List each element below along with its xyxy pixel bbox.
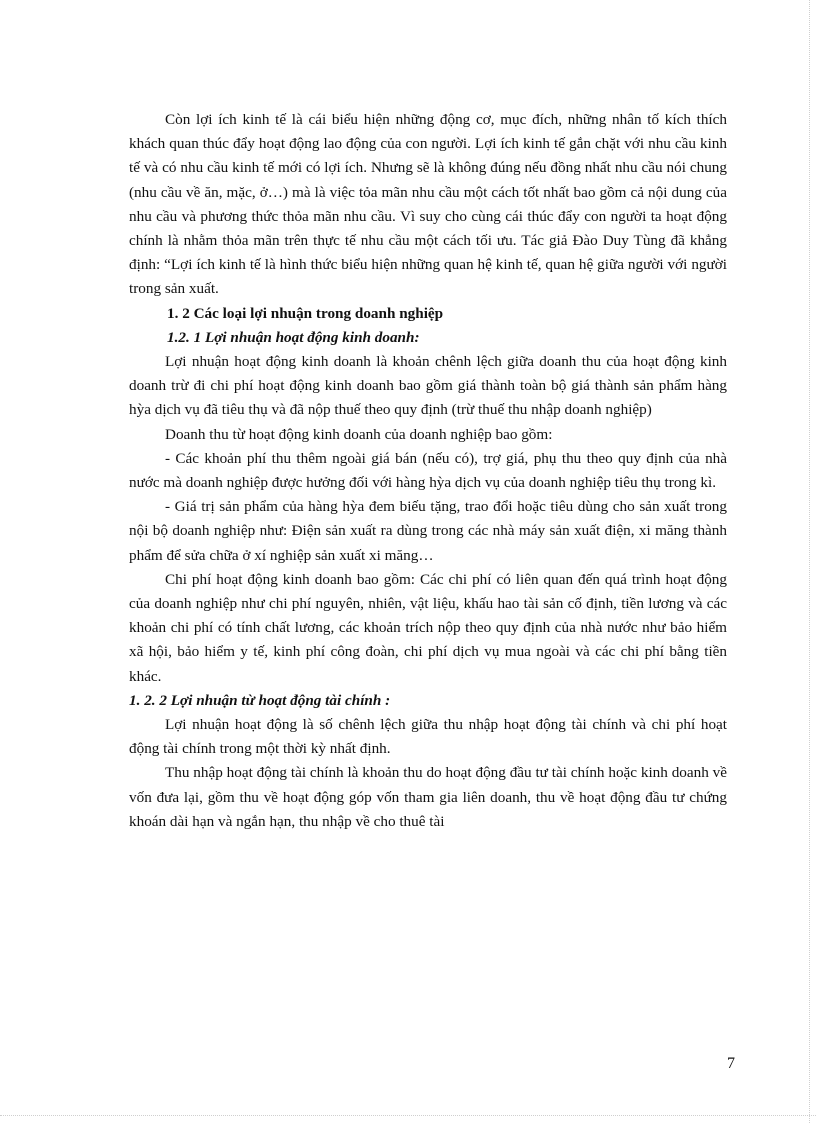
paragraph: Chi phí hoạt động kinh doanh bao gồm: Các chi phí có liên quan đến quá trình hoạt động của doanh nghiệp như chi phí nguyên, nhiên, vật liệu, khấu hao tài sản cố định, tiền lương và các khoản chi phí có tính chất lương, các khoản trích nộp theo quy định của nhà nước như bảo hiểm xã hội, bảo hiểm y tế, kinh phí công đoàn, chi phí dịch vụ mua ngoài và các chi phí bằng tiền khác. [129,570,727,685]
paragraph: Lợi nhuận hoạt động là số chênh lệch giữa thu nhập hoạt động tài chính và chi phí hoạt động tài chính trong một thời kỳ nhất định. [129,716,727,758]
list-item: - Các khoản phí thu thêm ngoài giá bán (nếu có), trợ giá, phụ thu theo quy định của nhà nước mà doanh nghiệp được hưởng đối với hàng hỳa dịch vụ của doanh nghiệp tiêu thụ trong kì. [129,449,727,492]
page-number: 7 [727,1055,735,1072]
heading-section-1-2-1: 1.2. 1 Lợi nhuận hoạt động kinh doanh: [167,328,420,346]
paragraph: Lợi nhuận hoạt động kinh doanh là khoản chênh lệch giữa doanh thu của hoạt động kinh doanh trừ đi chi phí hoạt động kinh doanh bao gồm giá thành toàn bộ giá thành sản phẩm hàng hỳa dịch vụ đã tiêu thụ và đã nộp thuế theo quy định (trừ thuế thu nhập doanh nghiệp) [129,353,727,419]
page-edge-bottom [0,1115,816,1116]
paragraph: Còn lợi ích kinh tế là cái biểu hiện những động cơ, mục đích, những nhân tố kích thích khách quan thúc đẩy hoạt động lao động của con người. Lợi ích kinh tế gắn chặt với nhu cầu kinh tế và có nhu cầu kinh tế mới có lợi ích. Nhưng sẽ là không đúng nếu đồng nhất nhu cầu nói chung (nhu cầu về ăn, mặc, ở…) mà là việc tỏa mãn nhu cầu một cách tốt nhất bao gồm cả nội dung của nhu cầu và phương thức thỏa mãn nhu cầu. Vì suy cho cùng cái thúc đẩy con người ta hoạt động chính là nhằm thỏa mãn trên thực tế nhu cầu một cách tối ưu. Tác giả Đào Duy Tùng đã khẳng định: “Lợi ích kinh tế là hình thức biểu hiện những quan hệ kinh tế, quan hệ giữa người với người trong sản xuất. [129,111,727,298]
paragraph: Doanh thu từ hoạt động kinh doanh của doanh nghiệp bao gồm: [165,425,553,443]
page-content [129,108,727,834]
page-edge-right [809,0,810,1123]
heading-section-1-2-2: 1. 2. 2 Lợi nhuận từ hoạt động tài chính : [129,691,391,709]
heading-section-1-2: 1. 2 Các loại lợi nhuận trong doanh nghiệp [167,304,444,322]
paragraph: Thu nhập hoạt động tài chính là khoản thu do hoạt động đầu tư tài chính hoặc kinh doanh về vốn đưa lại, gồm thu về hoạt động góp vốn tham gia liên doanh, thu về hoạt động đầu tư chứng khoán dài hạn và ngắn hạn, thu nhập về cho thuê tài [129,764,727,830]
list-item: - Giá trị sản phẩm của hàng hỳa đem biếu tặng, trao đổi hoặc tiêu dùng cho sản xuất trong nội bộ doanh nghiệp như: Điện sản xuất ra dùng trong các nhà máy sản xuất điện, xi măng thành phẩm để sửa chữa ở xí nghiệp sản xuất xi măng… [129,498,727,564]
